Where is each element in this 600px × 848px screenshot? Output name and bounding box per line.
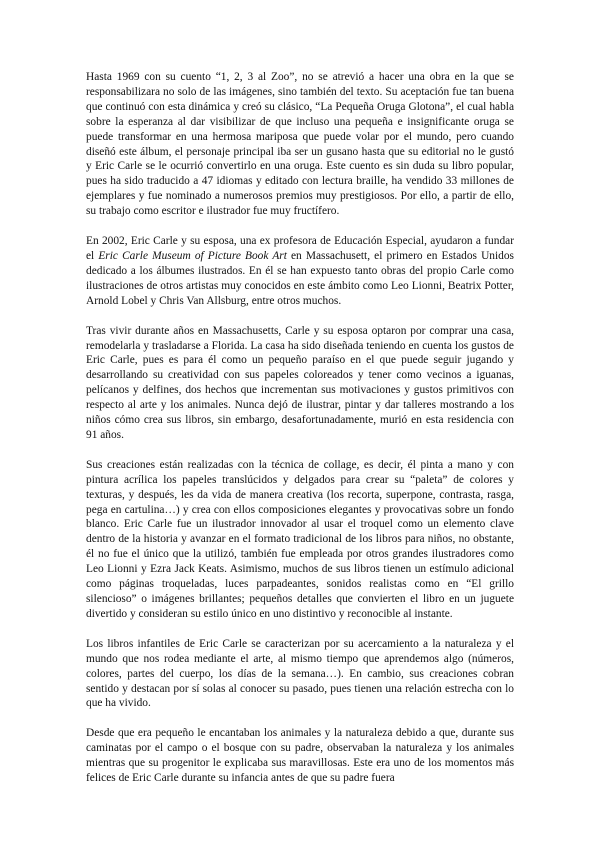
paragraph-2-text-a: En 2002, Eric Carle y su esposa, una ex profesora de Educación Especial, ayudaron a fundar el xyxy=(86,235,514,262)
paragraph-1-text: Hasta 1969 con su cuento “1, 2, 3 al Zoo”, no se atrevió a hacer una obra en la que se responsabilizara no solo de las imágenes, sino también del texto. Su aceptación fue tan buena que continuó con esta dinámica y creó su clásico, “La Pequeña Oruga Glotona”, el cual habla sobre la esperanza al dar visibilizar de que incluso una pequeña e insignificante oruga se puede transformar en una hermosa mariposa que puede volar por el mundo, pero cuando diseñó este álbum, el personaje principal iba ser un gusano hasta que su editorial no le gustó y Eric Carle se le ocurrió convertirlo en una oruga. Este cuento es sin duda su libro popular, pues ha sido traducido a 47 idiomas y editado con lectura braille, ha vendido 33 millones de ejemplares y fue nominado a numerosos premios muy prestigiosos. Por ello, a partir de ello, su trabajo como escritor e ilustrador fue muy fructífero. xyxy=(86,71,514,218)
paragraph-3-text: Tras vivir durante años en Massachusetts, Carle y su esposa optaron por comprar una casa, remodelarla y trasladarse a Florida. La casa ha sido diseñada teniendo en cuenta los gustos de Eric Carle, pues es para él como un pequeño paraíso en el que puede seguir jugando y desarrollando su creatividad con sus papeles coloreados y tener como vecinos a iguanas, pelícanos y delfines, dos hechos que incrementan sus motivaciones y gustos primitivos con respecto al arte y los animales. Nunca dejó de ilustrar, pintar y dar talleres mostrando a los niños cómo crea sus libros, sin embargo, desafortunadamente, murió en esta residencia con 91 años. xyxy=(86,324,514,441)
paragraph-4-text: Sus creaciones están realizadas con la técnica de collage, es decir, él pinta a mano y con pintura acrílica los papeles translúcidos y delgados para crear su “paleta” de colores y texturas, y después, les da vida de manera creativa (los recorta, superpone, contrasta, rasga, pega en cartulina…) y crea con ellos composiciones elegantes y provocativas sobre un fondo blanco. Eric Carle fue un ilustrador innovador al usar el troquel como un elemento clave dentro de la historia y avanzar en el formato tradicional de los libros para niños, no obstante, él no fue el único que la utilizó, también fue empleada por otros grandes ilustradores como Leo Lionni y Ezra Jack Keats. Asimismo, muchos de sus libros tienen un estímulo adicional como páginas troqueladas, luces parpadeantes, sonidos realistas como en “El grillo silencioso” o imágenes brillantes; pequeños detalles que convierten el libro en un juguete divertido y consideran su estilo único en uno distintivo y reconocible al instante. xyxy=(86,458,514,620)
paragraph-5-text: Los libros infantiles de Eric Carle se caracterizan por su acercamiento a la naturaleza y el mundo que nos rodea mediante el arte, al mismo tiempo que aprendemos algo (números, colores, partes del cuerpo, los días de la semana…). En cambio, sus creaciones cobran sentido y destacan por sí solas al conocer su pasado, pues tienen una relación estrecha con lo que ha vivido. xyxy=(86,637,514,710)
paragraph-3 xyxy=(86,324,514,443)
paragraph-2-text-b: en Massachusett, el primero en Estados Unidos dedicado a los álbumes ilustrados. En él se han expuesto tanto obras del propio Carle como ilustraciones de otros artistas muy conocidos en este ámbito como Leo Lionni, Beatrix Potter, Arnold Lobel y Chris Van Allsburg, entre otros muchos. xyxy=(86,249,514,307)
document-body xyxy=(86,70,514,801)
paragraph-5 xyxy=(86,637,514,712)
paragraph-6 xyxy=(86,726,514,786)
museum-name: Eric Carle Museum of Picture Book Art xyxy=(98,249,287,262)
paragraph-4 xyxy=(86,458,514,622)
paragraph-6-text: Desde que era pequeño le encantaban los animales y la naturaleza debido a que, durante sus caminatas por el campo o el bosque con su padre, observaban la naturaleza y los animales mientras que su progenitor le explicaba sus maravillosas. Este era uno de los momentos más felices de Eric Carle durante su infancia antes de que su padre fuera xyxy=(86,727,514,785)
paragraph-1 xyxy=(86,70,514,219)
paragraph-2 xyxy=(86,234,514,309)
